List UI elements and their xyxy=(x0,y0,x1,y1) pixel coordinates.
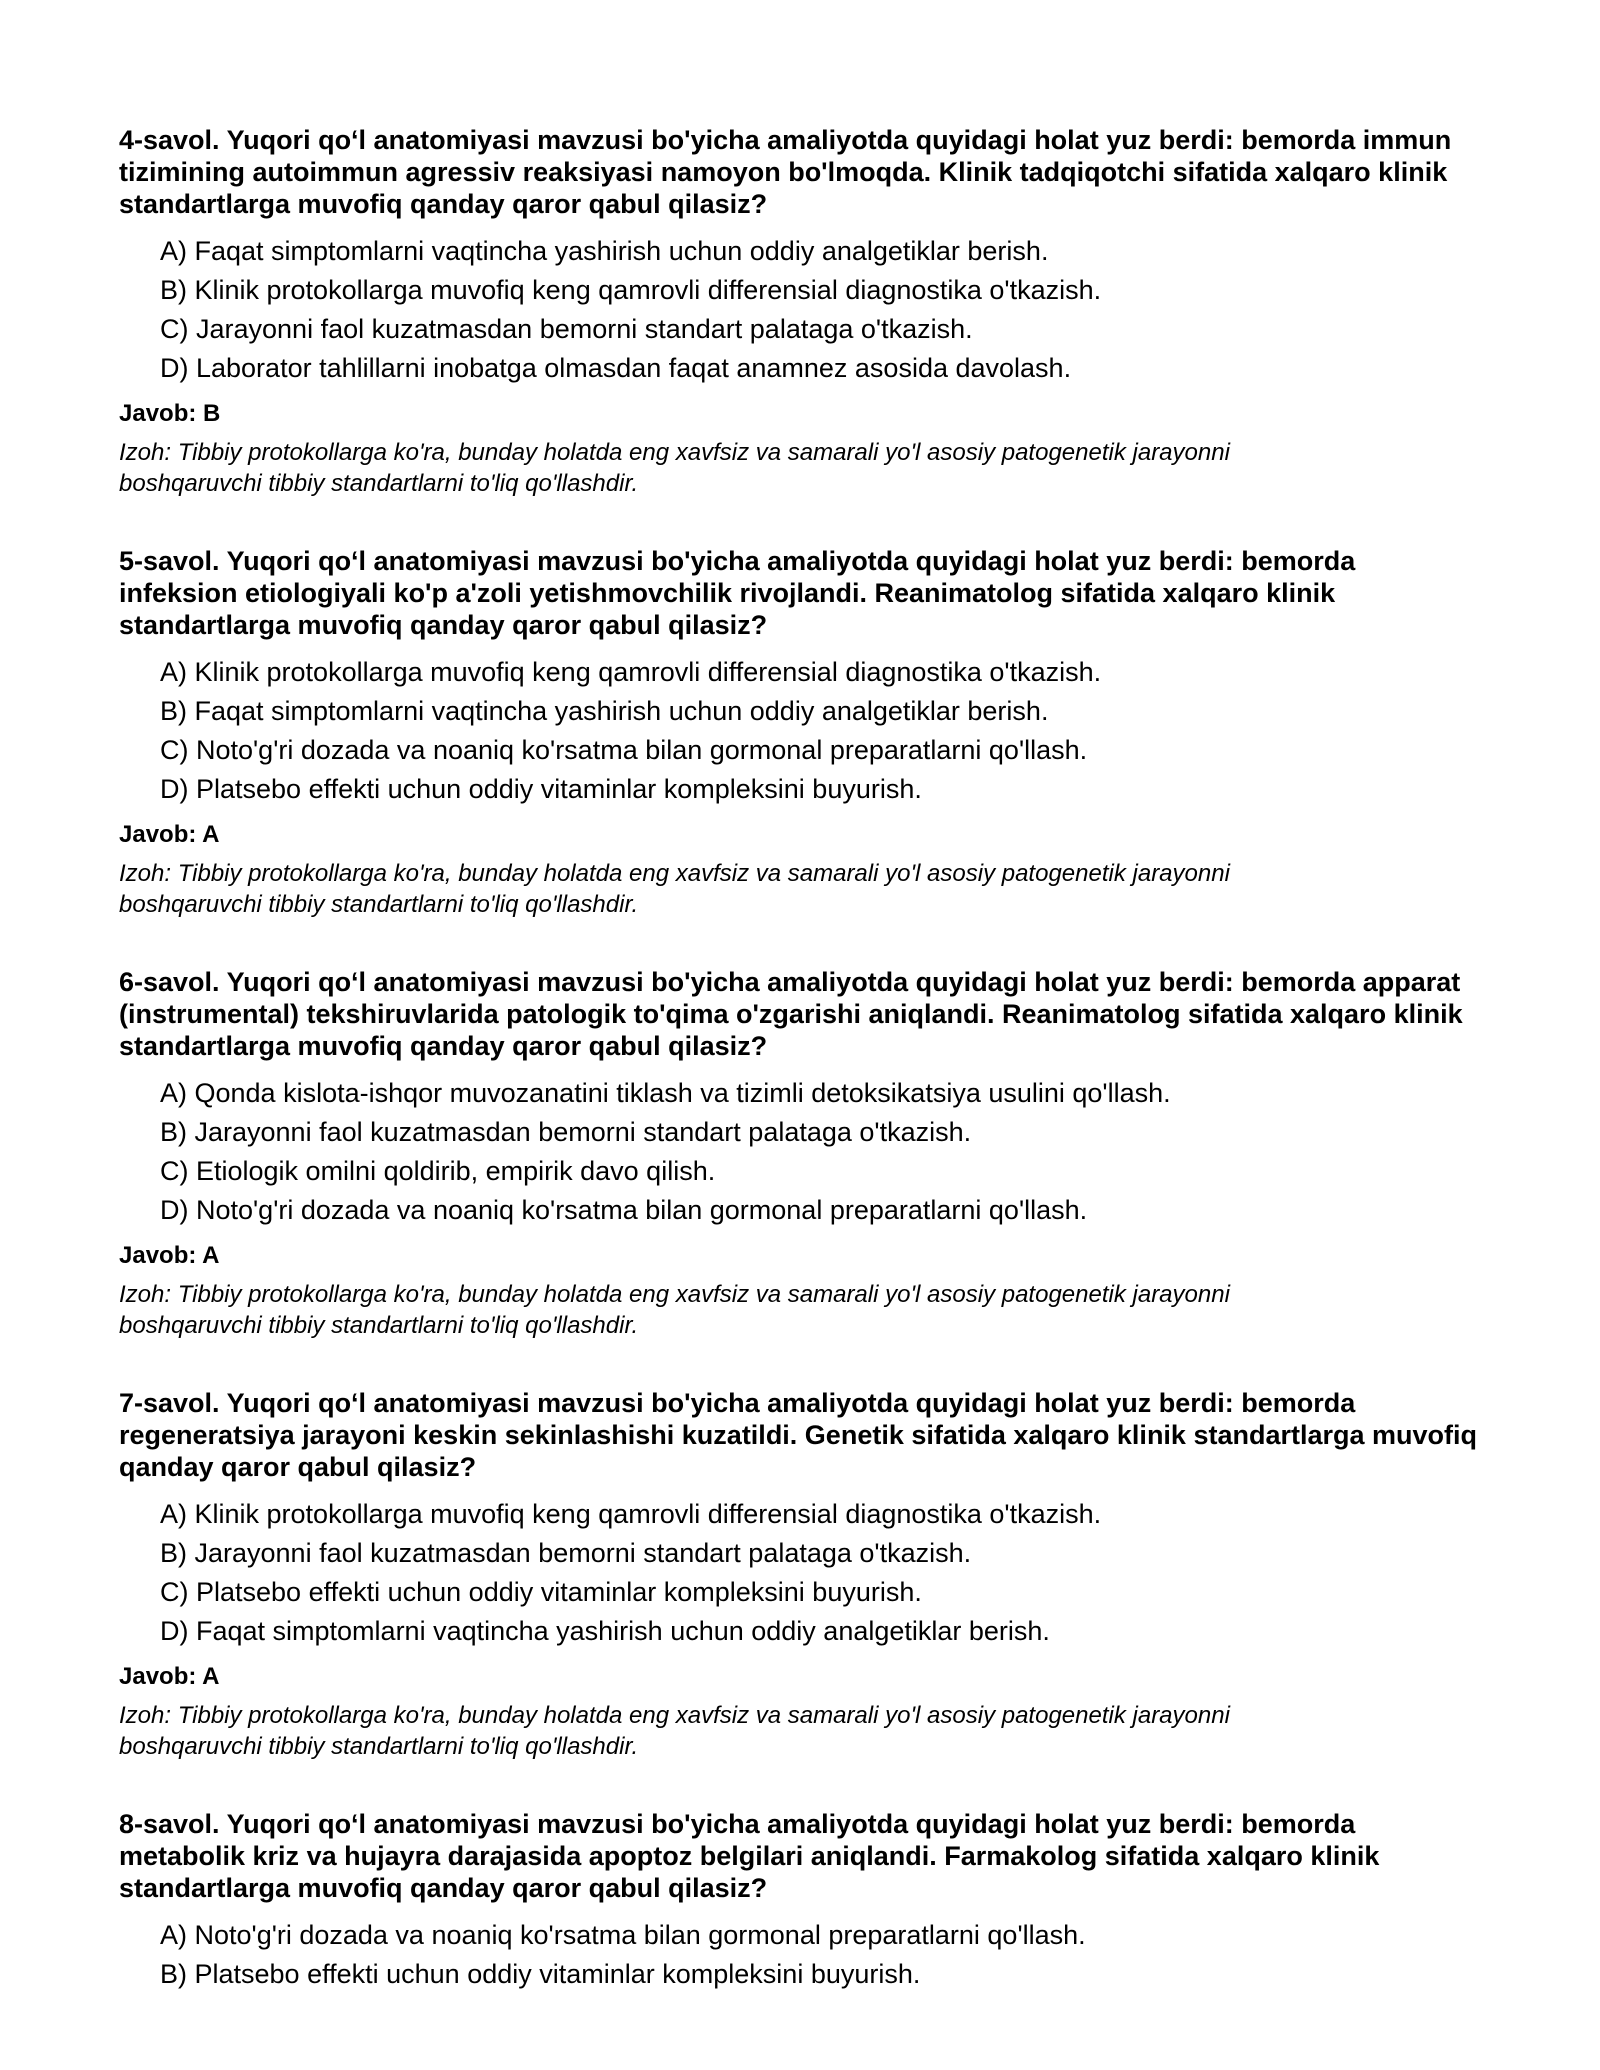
option-d: D) Laborator tahlillarni inobatga olmasdan faqat anamnez asosida davolash. xyxy=(160,353,1072,383)
option-c: C) Platsebo effekti uchun oddiy vitaminlar kompleksini buyurish. xyxy=(160,1577,922,1607)
option-c: C) Jarayonni faol kuzatmasdan bemorni standart palataga o'tkazish. xyxy=(160,314,973,344)
option-b: B) Jarayonni faol kuzatmasdan bemorni standart palataga o'tkazish. xyxy=(160,1117,972,1147)
explanation-note: Izoh: Tibbiy protokollarga ko'ra, bunday holatda eng xavfsiz va samarali yo'l asosiy patogenetik jarayonni boshqaruvchi tibbiy standartlarni to'liq qo'llashdir. xyxy=(119,860,1230,918)
question-6 xyxy=(119,966,1479,1341)
option-a: A) Qonda kislota-ishqor muvozanatini tiklash va tizimli detoksikatsiya usulini qo'llash. xyxy=(160,1078,1171,1108)
question-8 xyxy=(119,1808,1479,1994)
option-d: D) Noto'g'ri dozada va noaniq ko'rsatma bilan gormonal preparatlarni qo'llash. xyxy=(160,1195,1088,1225)
option-b: B) Klinik protokollarga muvofiq keng qamrovli differensial diagnostika o'tkazish. xyxy=(160,275,1102,305)
question-title: 8-savol. Yuqori qo‘l anatomiyasi mavzusi bo'yicha amaliyotda quyidagi holat yuz berdi: bemorda metabolik kriz va hujayra darajasida apoptoz belgilari aniqlandi. Farmakolog sifatida xalqaro klinik standartlarga muvofiq qanday qaror qabul qilasiz? xyxy=(119,1809,1380,1903)
question-title: 4-savol. Yuqori qo‘l anatomiyasi mavzusi bo'yicha amaliyotda quyidagi holat yuz berdi: bemorda immun tizimining autoimmun agressiv reaksiyasi namoyon bo'lmoqda. Klinik tadqiqotchi sifatida xalqaro klinik standartlarga muvofiq qanday qaror qabul qilasiz? xyxy=(119,125,1452,219)
option-d: D) Faqat simptomlarni vaqtincha yashirish uchun oddiy analgetiklar berish. xyxy=(160,1616,1050,1646)
option-d: D) Platsebo effekti uchun oddiy vitaminlar kompleksini buyurish. xyxy=(160,774,922,804)
question-4 xyxy=(119,124,1479,499)
explanation-note: Izoh: Tibbiy protokollarga ko'ra, bunday holatda eng xavfsiz va samarali yo'l asosiy patogenetik jarayonni boshqaruvchi tibbiy standartlarni to'liq qo'llashdir. xyxy=(119,439,1230,497)
option-a: A) Klinik protokollarga muvofiq keng qamrovli differensial diagnostika o'tkazish. xyxy=(160,1499,1102,1529)
option-a: A) Noto'g'ri dozada va noaniq ko'rsatma bilan gormonal preparatlarni qo'llash. xyxy=(160,1920,1086,1950)
option-b: B) Platsebo effekti uchun oddiy vitaminlar kompleksini buyurish. xyxy=(160,1959,921,1989)
question-title: 5-savol. Yuqori qo‘l anatomiyasi mavzusi bo'yicha amaliyotda quyidagi holat yuz berdi: bemorda infeksion etiologiyali ko'p a'zoli yetishmovchilik rivojlandi. Reanimatolog sifatida xalqaro klinik standartlarga muvofiq qanday qaror qabul qilasiz? xyxy=(119,546,1356,640)
answer-options xyxy=(119,232,1479,388)
document-page xyxy=(119,124,1479,2040)
question-7 xyxy=(119,1387,1479,1762)
explanation-note: Izoh: Tibbiy protokollarga ko'ra, bunday holatda eng xavfsiz va samarali yo'l asosiy patogenetik jarayonni boshqaruvchi tibbiy standartlarni to'liq qo'llashdir. xyxy=(119,1281,1230,1339)
question-title: 7-savol. Yuqori qo‘l anatomiyasi mavzusi bo'yicha amaliyotda quyidagi holat yuz berdi: bemorda regeneratsiya jarayoni keskin sekinlashishi kuzatildi. Genetik sifatida xalqaro klinik standartlarga muvofiq qanday qaror qabul qilasiz? xyxy=(119,1388,1478,1482)
answer-options xyxy=(119,1495,1479,1651)
answer-key: Javob: B xyxy=(119,400,221,427)
question-5 xyxy=(119,545,1479,920)
answer-options xyxy=(119,1916,1479,1994)
answer-key: Javob: A xyxy=(119,1663,220,1690)
explanation-note: Izoh: Tibbiy protokollarga ko'ra, bunday holatda eng xavfsiz va samarali yo'l asosiy patogenetik jarayonni boshqaruvchi tibbiy standartlarni to'liq qo'llashdir. xyxy=(119,1702,1230,1760)
option-a: A) Klinik protokollarga muvofiq keng qamrovli differensial diagnostika o'tkazish. xyxy=(160,657,1102,687)
option-b: B) Jarayonni faol kuzatmasdan bemorni standart palataga o'tkazish. xyxy=(160,1538,972,1568)
answer-key: Javob: A xyxy=(119,1242,220,1269)
answer-options xyxy=(119,1074,1479,1230)
option-c: C) Etiologik omilni qoldirib, empirik davo qilish. xyxy=(160,1156,716,1186)
option-c: C) Noto'g'ri dozada va noaniq ko'rsatma bilan gormonal preparatlarni qo'llash. xyxy=(160,735,1088,765)
answer-options xyxy=(119,653,1479,809)
option-b: B) Faqat simptomlarni vaqtincha yashirish uchun oddiy analgetiklar berish. xyxy=(160,696,1049,726)
option-a: A) Faqat simptomlarni vaqtincha yashirish uchun oddiy analgetiklar berish. xyxy=(160,236,1049,266)
question-title: 6-savol. Yuqori qo‘l anatomiyasi mavzusi bo'yicha amaliyotda quyidagi holat yuz berdi: bemorda apparat (instrumental) tekshiruvlarida patologik to'qima o'zgarishi aniqlandi. Reanimatolog sifatida xalqaro klinik standartlarga muvofiq qanday qaror qabul qilasiz? xyxy=(119,967,1463,1061)
answer-key: Javob: A xyxy=(119,821,220,848)
